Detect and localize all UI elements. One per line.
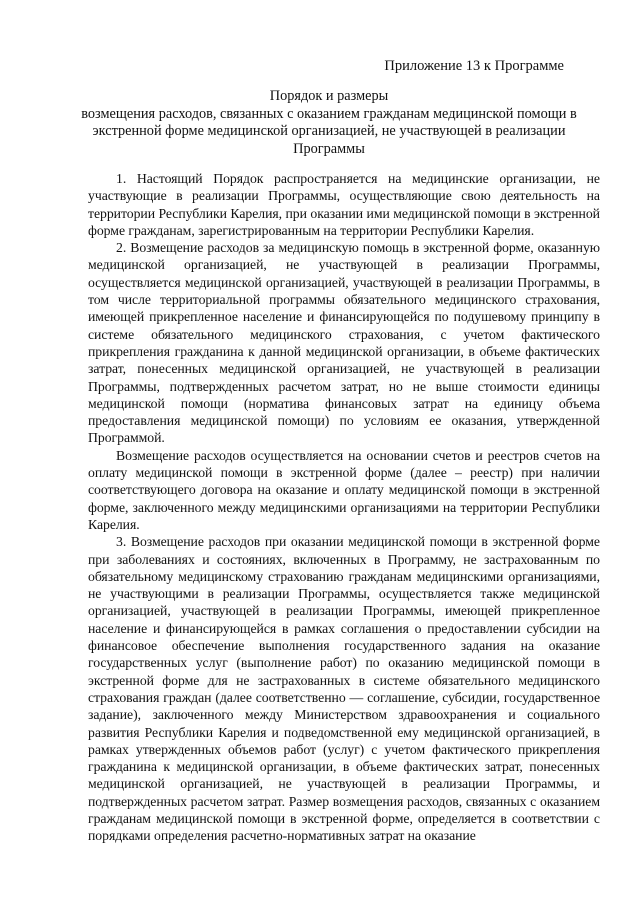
paragraph-1: 1. Настоящий Порядок распространяется на медицинские организации, не участвующие в реализации Программы, осуществляющие свою деятельность на территории Республики Карелия, при оказании ими медицинской помощи в экстренной форме гражданам, зарегистрированным на территории Республики Карелия. (88, 171, 600, 238)
title-line-2: возмещения расходов, связанных с оказанием гражданам медицинской помощи в (81, 105, 577, 122)
document-title (70, 88, 588, 158)
title-line-4: Программы (293, 140, 365, 157)
document-body (88, 170, 600, 845)
paragraph-2: 2. Возмещение расходов за медицинскую помощь в экстренной форме, оказанную медицинской организацией, не участвующей в реализации Программы, осуществляется медицинской организацией, участвующей в реализации Программы, в том числе территориальной программы обязательного медицинского страхования, имеющей прикрепленное население и финансирующейся по подушевому принципу в системе обязательного медицинского страхования, с учетом фактического прикрепления гражданина к данной медицинской организации, в объеме фактических затрат, понесенных медицинской организацией, не участвующей в реализации Программы, подтвержденных расчетом затрат, но не выше стоимости единицы медицинской помощи (норматива финансовых затрат на единицу объема предоставления медицинской помощи) по условиям ее оказания, утвержденной Программой. (88, 240, 600, 446)
paragraph-4: 3. Возмещение расходов при оказании медицинской помощи в экстренной форме при заболеваниях и состояниях, включенных в Программу, не застрахованным по обязательному медицинскому страхованию гражданам медицинскими организациями, не участвующими в реализации Программы, осуществляется также медицинской организацией, участвующей в реализации Программы, имеющей прикрепленное население и финансирующейся в рамках соглашения о предоставлении субсидии на финансовое обеспечение выполнения государственного задания на оказание государственных услуг (выполнение работ) по оказанию медицинской помощи в экстренной форме для не застрахованных в системе обязательного медицинского страхования граждан (далее соответственно — соглашение, субсидии, государственное задание), заключенного между Министерством здравоохранения и социального развития Республики Карелия и подведомственной ему медицинской организацией, в рамках утвержденных объемов работ (услуг) с учетом фактического прикрепления гражданина к медицинской организации, в объеме фактических затрат, понесенных медицинской организацией, не участвующей в реализации Программы, и подтвержденных расчетом затрат. Размер возмещения расходов, связанных с оказанием гражданам медицинской помощи в экстренной форме, определяется в соответствии с порядками определения расчетно-нормативных затрат на оказание (88, 534, 600, 844)
title-line-1: Порядок и размеры (269, 88, 389, 104)
appendix-label: Приложение 13 к Программе (384, 58, 564, 74)
paragraph-3: Возмещение расходов осуществляется на основании счетов и реестров счетов на оплату медицинской помощи в экстренной форме (далее – реестр) при наличии соответствующего договора на оказание и оплату медицинской помощи в экстренной форме, заключенного между медицинскими организациями на территории Республики Карелия. (88, 447, 600, 532)
title-line-3: экстренной форме медицинской организацией, не участвующей в реализации (92, 123, 566, 140)
